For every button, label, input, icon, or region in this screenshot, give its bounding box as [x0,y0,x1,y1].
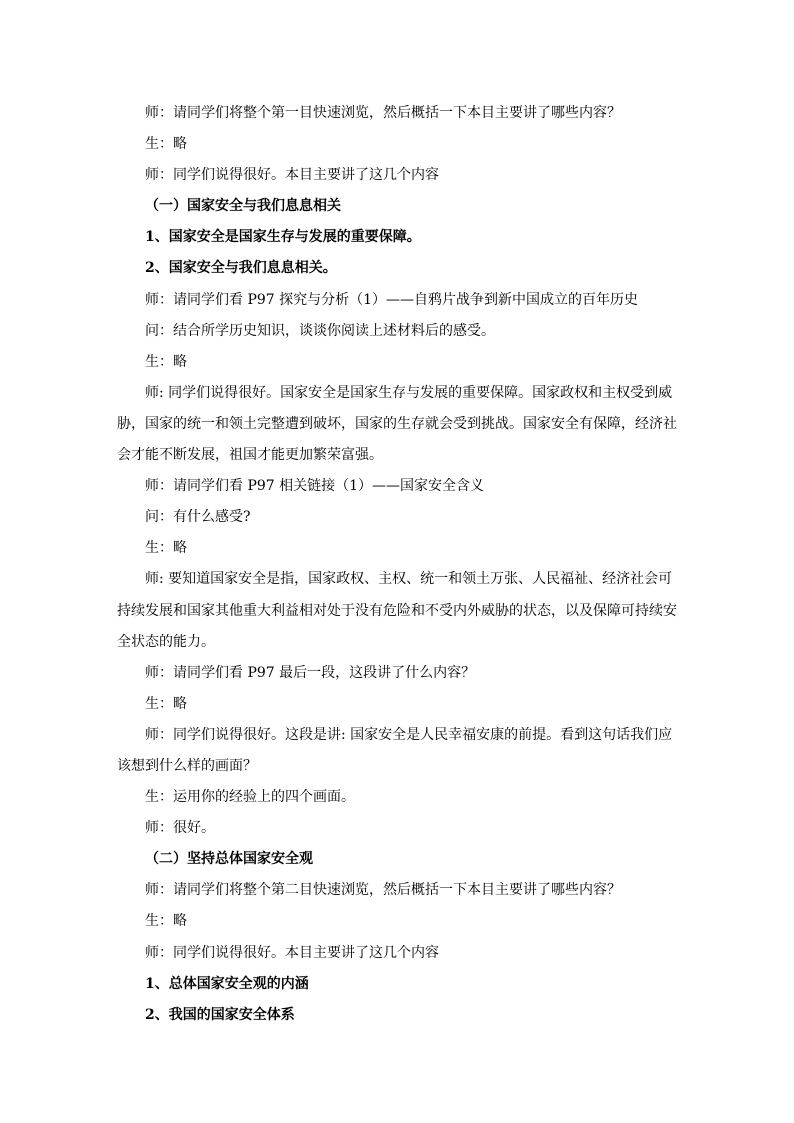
paragraph-question-3: 问：有什么感受? [145,509,251,526]
paragraph-student-answer-1: 生：略 [145,136,187,153]
paragraph-student-answer-4: 生：略 [145,695,187,712]
paragraph-teacher-instruction-3: 师：请同学们看 P97 相关链接（1）——国家安全含义 [145,478,485,495]
paragraph-teacher-explanation-4: 师：同学们说得很好。这段是讲: 国家安全是人民幸福安康的前提。看到这句话我们应该想到什么样的画面？ [117,726,673,774]
paragraph-question-2: 问：结合所学历史知识，谈谈你阅读上述材料后的感受。 [145,322,495,339]
point-heading-1-2: 2、国家安全与我们息息相关。 [145,260,337,277]
document-page [117,98,677,1031]
paragraph-teacher-reply-5: 师：很好。 [145,820,215,837]
paragraph-teacher-instruction-4: 师：请同学们看 P97 最后一段，这段讲了什么内容？ [145,664,476,681]
paragraph-teacher-question-1: 师：请同学们将整个第一目快速浏览，然后概括一下本目主要讲了哪些内容？ [145,105,621,121]
point-heading-1-1: 1、国家安全是国家生存与发展的重要保障。 [145,229,421,246]
point-heading-2-2: 2、我国的国家安全体系 [145,1006,295,1023]
paragraph-teacher-instruction-2: 师：请同学们看 P97 探究与分析（1）——自鸦片战争到新中国成立的百年历史 [145,291,639,308]
paragraph-student-answer-5: 生：运用你的经验上的四个画面。 [145,789,355,806]
paragraph-teacher-explanation-2: 师: 同学们说得很好。国家安全是国家生存与发展的重要保障。国家政权和主权受到威胁，国家的统一和领土完整遭到破坏，国家的生存就会受到挑战。国家安全有保障，经济社会才能不断发展，祖国才能更加繁荣富强。 [117,384,677,464]
paragraph-teacher-question-6: 师：请同学们将整个第二目快速浏览，然后概括一下本目主要讲了哪些内容？ [145,882,621,899]
point-heading-2-1: 1、总体国家安全观的内涵 [145,975,309,992]
paragraph-teacher-reply-1: 师：同学们说得很好。本目主要讲了这几个内容 [145,167,439,184]
section-heading-1: （一）国家安全与我们息息相关 [145,198,341,215]
paragraph-student-answer-3: 生：略 [145,540,187,557]
paragraph-teacher-explanation-3: 师: 要知道国家安全是指，国家政权、主权、统一和领土万张、人民福祉、经济社会可持续发展和国家其他重大利益相对处于没有危险和不受内外威胁的状态，以及保障可持续安全状态的能力。 [117,571,677,650]
section-heading-2: （二）坚持总体国家安全观 [145,851,313,868]
paragraph-student-answer-6: 生：略 [145,913,187,930]
paragraph-student-answer-2: 生：略 [145,353,187,370]
paragraph-teacher-reply-6: 师：同学们说得很好。本目主要讲了这几个内容 [145,944,439,961]
